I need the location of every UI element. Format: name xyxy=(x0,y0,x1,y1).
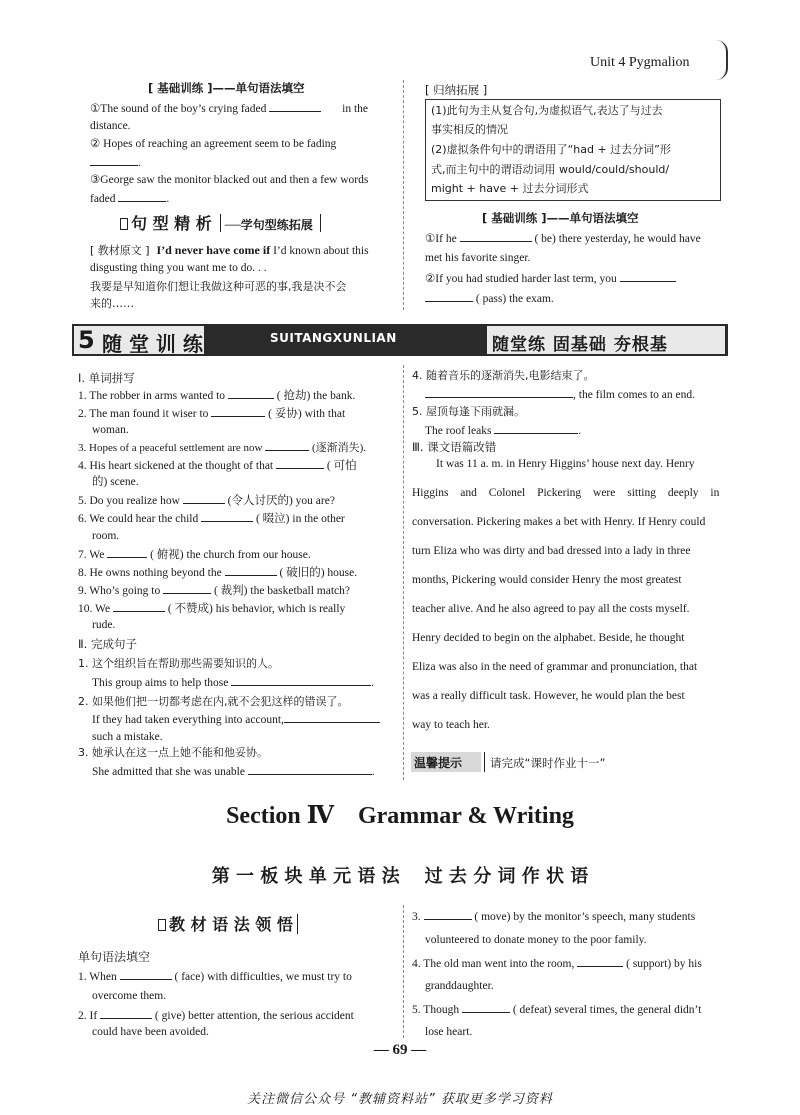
orig-text xyxy=(90,242,390,260)
tl-q2-cont: . xyxy=(90,154,141,172)
sentence-2-en xyxy=(92,711,380,729)
passage-line-2: Higgins and Colonel Pickering were sitting deeply in xyxy=(412,487,720,499)
grammar-q5-cont: lose heart. xyxy=(425,1026,473,1038)
pattern-bar-end xyxy=(320,214,321,232)
tr-q2-text-b: ( pass) the exam. xyxy=(475,293,554,305)
grammar-q1 xyxy=(78,968,398,986)
sentence-4-en xyxy=(425,386,695,404)
word-item-8-a: 8. He owns nothing beyond the xyxy=(78,567,222,579)
tr-q2 xyxy=(425,270,725,288)
pattern-bar xyxy=(220,214,221,232)
blank[interactable] xyxy=(494,422,578,434)
tl-q3: ③George saw the monitor blacked out and then a few words xyxy=(90,174,369,186)
orig-rest: I’d known about this xyxy=(270,245,369,257)
sentence-4-cn: 4. 随着音乐的逐渐消失,电影结束了。 xyxy=(412,369,595,382)
tl-q2: ② Hopes of reaching an agreement seem to be fading xyxy=(90,138,337,150)
blank[interactable] xyxy=(225,564,277,576)
word-item-1-b: ( 抢劫) the bank. xyxy=(276,390,356,402)
blank[interactable] xyxy=(462,1001,510,1013)
grammar-q4-cont: granddaughter. xyxy=(425,980,494,992)
word-item-9-a: 9. Who’s going to xyxy=(78,585,161,597)
passage-line-4: turn Eliza who was dirty and bad dressed into a lady in three xyxy=(412,545,691,557)
grammar-q2-cont: could have been avoided. xyxy=(92,1026,209,1038)
passage-line-6: teacher alive. And he also agreed to pay all the costs myself. xyxy=(412,603,690,615)
part2-title: Ⅱ. 完成句子 xyxy=(78,637,137,651)
mid-column-divider xyxy=(403,365,404,780)
word-item-10 xyxy=(78,600,398,618)
tr-q1 xyxy=(425,230,725,248)
word-item-4 xyxy=(78,457,398,475)
word-item-10-a: 10. We xyxy=(78,603,111,615)
grammar-q3-a: 3. xyxy=(412,911,421,923)
blank[interactable] xyxy=(424,908,472,920)
tr-q2-text: ②If you had studied harder last term, you xyxy=(425,273,617,285)
tip-text: 请完成“课时作业十一” xyxy=(490,756,606,770)
pattern-heading: 句 型 精 析 —学句型练拓展 xyxy=(120,211,321,234)
grammar-heading-bar xyxy=(297,914,298,934)
word-item-5-b: (令人讨厌的) you are? xyxy=(227,495,335,507)
tl-q1-cont: distance. xyxy=(90,120,131,132)
word-item-9 xyxy=(78,582,398,600)
sentence-3-cn: 3. 她承认在这一点上她不能和他妥协。 xyxy=(78,746,268,759)
tip-label: 温馨提示 xyxy=(414,756,463,770)
orig-trans1: 我要是早知道你们想让我做这种可恶的事,我是决不会 xyxy=(90,280,347,293)
word-item-1-a: 1. The robber in arms wanted to xyxy=(78,390,226,402)
blank[interactable] xyxy=(118,190,166,202)
pattern-title: 句 型 精 析 xyxy=(131,214,212,233)
passage-line-8: Eliza was also in the need of grammar and pronunciation, that xyxy=(412,661,698,673)
pattern-sub: 学句型练拓展 xyxy=(240,218,313,232)
blank[interactable] xyxy=(460,230,532,242)
header-curve xyxy=(716,40,728,80)
word-item-3-a: 3. Hopes of a peaceful settlement are now xyxy=(78,442,263,454)
blank[interactable] xyxy=(276,457,324,469)
blank[interactable] xyxy=(425,290,473,302)
band-cn-title: 随 堂 训 练 xyxy=(102,332,203,356)
unit-header: Unit 4 Pygmalion xyxy=(590,55,690,70)
sentence-2-en2: such a mistake. xyxy=(92,731,163,743)
band-pinyin: SUITANGXUNLIAN xyxy=(270,331,397,345)
passage-line-5: months, Pickering would consider Henry the most greatest xyxy=(412,574,682,586)
word-item-3 xyxy=(78,439,398,457)
passage-line-7: Henry decided to begin on the alphabet. Beside, he thought xyxy=(412,632,685,644)
word-item-2-a: 2. The man found it wiser to xyxy=(78,408,209,420)
blank[interactable] xyxy=(100,1007,152,1019)
word-item-7 xyxy=(78,546,398,564)
grammar-q5-b: ( defeat) several times, the general didn’t xyxy=(512,1004,702,1016)
passage-line-3: conversation. Pickering makes a bet with Henry. If Henry could xyxy=(412,516,706,528)
part1-title: Ⅰ. 单词拼写 xyxy=(78,371,135,385)
tl-q1 xyxy=(90,100,390,118)
grammar-q2-a: 2. If xyxy=(78,1010,98,1022)
passage-line-10: way to teach her. xyxy=(412,719,490,731)
blank[interactable] xyxy=(107,546,147,558)
section-title: Section Ⅳ Grammar & Writing xyxy=(226,803,574,829)
tr-q1-text-b: ( be) there yesterday, he would have xyxy=(534,233,701,245)
grammar-q2-b: ( give) better attention, the serious accident xyxy=(154,1010,354,1022)
grammar-q4-a: 4. The old man went into the room, xyxy=(412,958,575,970)
grammar-sub: 单句语法填空 xyxy=(78,950,151,964)
grammar-icon xyxy=(158,919,166,931)
sentence-1-cn: 1. 这个组织旨在帮助那些需要知识的人。 xyxy=(78,657,279,670)
sentence-1-en: This group aims to help those . xyxy=(92,674,374,692)
summary-title: [ 归纳拓展 ] xyxy=(425,83,488,97)
blank[interactable] xyxy=(228,387,274,399)
grammar-q3-cont: volunteered to donate money to the poor family. xyxy=(425,934,647,946)
word-item-7-a: 7. We xyxy=(78,549,105,561)
blank[interactable] xyxy=(425,386,573,398)
summary-line-4: 式,而主句中的谓语动词用 would/could/should/ xyxy=(431,163,670,176)
word-item-6-cont: room. xyxy=(92,530,120,542)
summary-line-3: (2)虚拟条件句中的谓语用了“had + 过去分词”形 xyxy=(431,143,671,156)
basic-training-title-right: [ 基础训练 ]——单句语法填空 xyxy=(482,211,639,225)
word-item-1 xyxy=(78,387,393,405)
tl-q3-cont: faded . xyxy=(90,190,169,208)
word-item-4-a: 4. His heart sickened at the thought of that xyxy=(78,460,274,472)
word-item-5-a: 5. Do you realize how xyxy=(78,495,180,507)
grammar-heading xyxy=(158,912,298,935)
word-item-10-b: ( 不赞成) his behavior, which is really xyxy=(167,603,346,615)
sentence-1-en-text: This group aims to help those xyxy=(92,677,229,689)
grammar-q1-cont: overcome them. xyxy=(92,990,167,1002)
word-item-6 xyxy=(78,510,398,528)
sentence-5-en: The roof leaks . xyxy=(425,422,581,440)
word-item-4-b: ( 可怕 xyxy=(326,460,357,472)
orig-label: [ 教材原文 ] xyxy=(90,244,150,257)
blank[interactable] xyxy=(265,439,309,451)
blank[interactable] xyxy=(284,711,380,723)
blank[interactable] xyxy=(163,582,211,594)
page-number: — 69 — xyxy=(373,1042,427,1058)
word-item-2 xyxy=(78,405,393,423)
blank[interactable] xyxy=(577,955,623,967)
word-item-10-cont: rude. xyxy=(92,619,116,631)
blank[interactable] xyxy=(120,968,172,980)
blank[interactable] xyxy=(211,405,265,417)
band-slogan: 随堂练 固基础 夯根基 xyxy=(492,335,668,355)
word-item-2-b: ( 妥协) with that xyxy=(268,408,346,420)
band-number: 5 xyxy=(78,326,95,354)
blank[interactable] xyxy=(231,674,371,686)
tr-q1-text: ①If he xyxy=(425,233,457,245)
basic-training-title-left: [ 基础训练 ]——单句语法填空 xyxy=(148,81,305,95)
passage-line-9: was a really difficult task. However, he would plan the best xyxy=(412,690,685,702)
sentence-3-en-text: She admitted that she was unable xyxy=(92,766,245,778)
grammar-q4-b: ( support) by his xyxy=(626,958,702,970)
grammar-q2 xyxy=(78,1007,398,1025)
orig-trans2: 来的…… xyxy=(90,297,134,310)
grammar-q4 xyxy=(412,955,732,973)
word-item-5 xyxy=(78,492,398,510)
sentence-4-en-text: , the film comes to an end. xyxy=(573,389,695,401)
sentence-3-en: She admitted that she was unable . xyxy=(92,763,375,781)
grammar-q5-a: 5. Though xyxy=(412,1004,460,1016)
bottom-column-divider xyxy=(403,905,404,1038)
grammar-q5 xyxy=(412,1001,732,1019)
blank[interactable] xyxy=(248,763,372,775)
summary-line-2: 事实相反的情况 xyxy=(431,123,508,136)
grammar-q3-b: ( move) by the monitor’s speech, many students xyxy=(474,911,696,923)
word-item-8 xyxy=(78,564,398,582)
top-column-divider xyxy=(403,80,404,310)
word-item-6-a: 6. We could hear the child xyxy=(78,513,199,525)
grammar-q1-b: ( face) with difficulties, we must try to xyxy=(174,971,352,983)
word-item-3-b: (逐渐消失). xyxy=(311,442,367,454)
part3-title: Ⅲ. 课文语篇改错 xyxy=(412,440,497,454)
footer-note: 关注微信公众号 “教辅资料站” 获取更多学习资料 xyxy=(247,1092,553,1107)
sentence-2-cn: 2. 如果他们把一切都考虑在内,就不会犯这样的错误了。 xyxy=(78,695,349,708)
orig-line2: disgusting thing you want me to do. . . xyxy=(90,262,267,274)
word-item-2-cont: woman. xyxy=(92,424,129,436)
summary-line-5: might + have + 过去分词形式 xyxy=(431,182,589,195)
tl-q1-text: ①The sound of the boy’s crying faded xyxy=(90,103,267,115)
summary-line-1: (1)此句为主从复合句,为虚拟语气,表达了与过去 xyxy=(431,104,663,117)
sentence-5-cn: 5. 屋顶每逢下雨就漏。 xyxy=(412,405,525,418)
sentence-2-en-text: If they had taken everything into account, xyxy=(92,714,284,726)
grammar-q1-a: 1. When xyxy=(78,971,117,983)
word-item-7-b: ( 俯视) the church from our house. xyxy=(150,549,311,561)
orig-bold: I’d never have come if xyxy=(156,243,271,257)
tr-q1-cont: met his favorite singer. xyxy=(425,252,531,264)
word-item-9-b: ( 裁判) the basketball match? xyxy=(213,585,351,597)
passage-line-1: It was 11 a. m. in Henry Higgins’ house next day. Henry xyxy=(436,458,695,470)
tl-q1-text-b: in the xyxy=(342,103,369,115)
tr-q2-cont xyxy=(425,290,554,308)
blank[interactable] xyxy=(269,100,321,112)
blank[interactable] xyxy=(620,270,676,282)
blank[interactable] xyxy=(90,154,138,166)
grammar-q3 xyxy=(412,908,732,926)
blank[interactable] xyxy=(183,492,225,504)
summary-box xyxy=(425,99,721,201)
word-item-6-b: ( 啜泣) in the other xyxy=(255,513,345,525)
word-item-8-b: ( 破旧的) house. xyxy=(279,567,358,579)
section-subtitle: 第 一 板 块 单 元 语 法 过 去 分 词 作 状 语 xyxy=(211,866,589,887)
pattern-icon xyxy=(120,218,128,230)
sentence-5-en-text: The roof leaks xyxy=(425,425,492,437)
grammar-heading-text: 教 材 语 法 领 悟 xyxy=(169,915,293,934)
blank[interactable] xyxy=(201,510,253,522)
tl-q3-text-b: faded xyxy=(90,193,116,205)
tip-divider xyxy=(484,752,485,772)
blank[interactable] xyxy=(113,600,165,612)
word-item-4-cont: 的) scene. xyxy=(92,476,139,488)
